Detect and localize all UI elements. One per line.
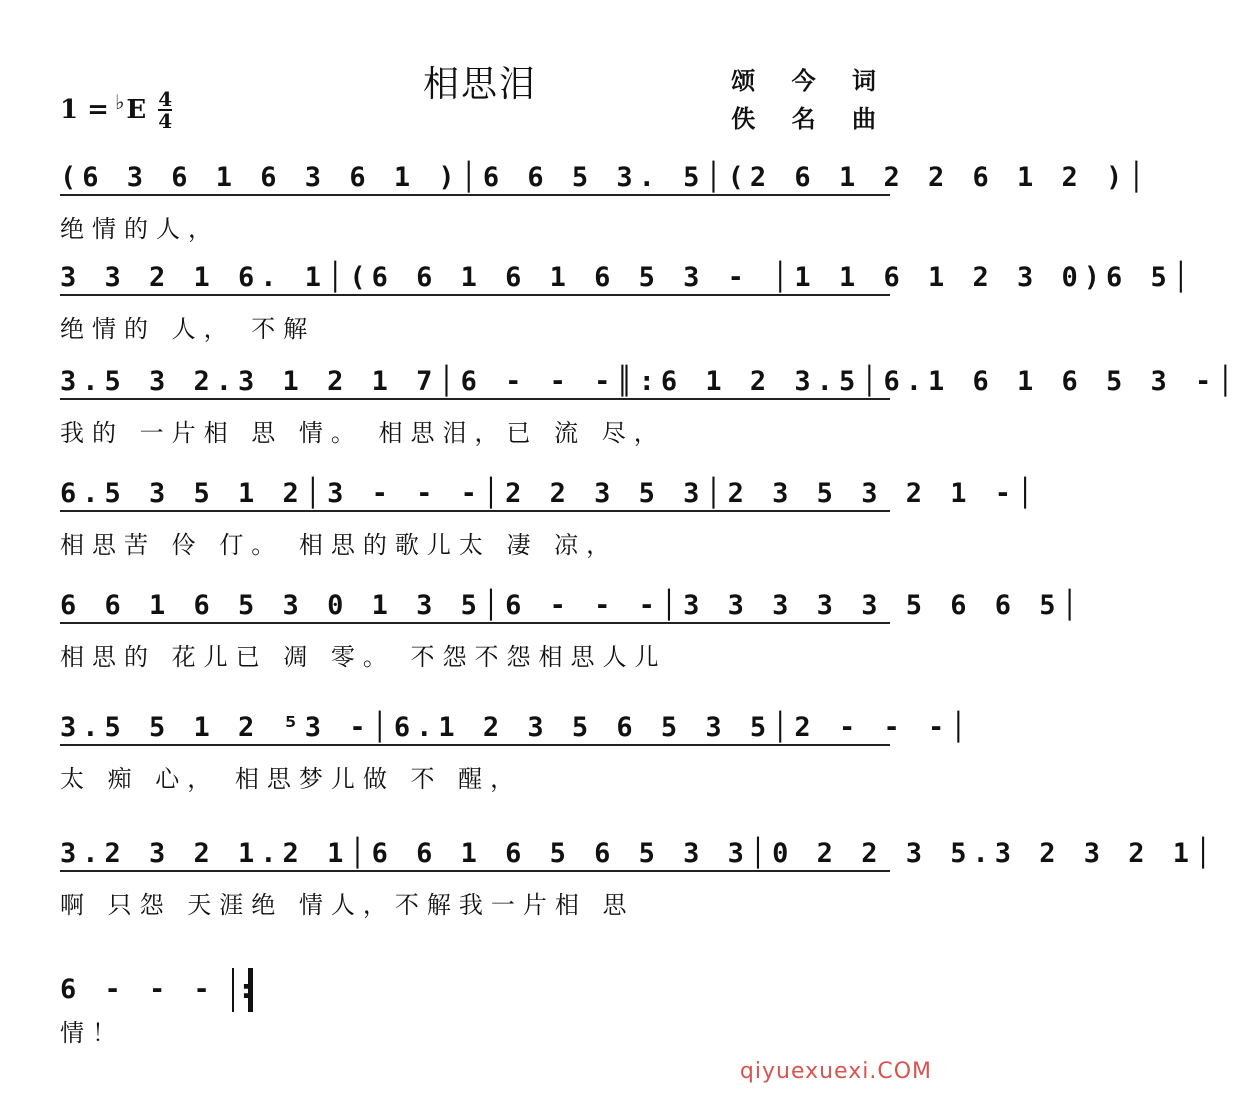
staff-lyrics: 绝情的人， bbox=[60, 215, 220, 243]
time-sig-bottom: 4 bbox=[158, 109, 173, 133]
final-barline bbox=[232, 968, 253, 1012]
staff-lyrics: 相思苦 伶 仃。 相思的歌儿太 凄 凉， bbox=[60, 531, 619, 559]
staff-notes: 3.5 5 1 2 ⁵3 -│6.1 2 3 5 6 5 3 5│2 - - -│ bbox=[60, 712, 973, 743]
staff-lyrics: 情！ bbox=[60, 1019, 124, 1047]
time-signature bbox=[158, 87, 173, 133]
staff-notes: 3.5 3 2.3 1 2 1 7│6 - - -║:6 1 2 3.5│6.1 6 1 6 5 3 -│ bbox=[60, 366, 1240, 397]
staff-6 bbox=[60, 708, 973, 798]
key-signature bbox=[60, 87, 173, 133]
staff-notes: 3.2 3 2 1.2 1│6 6 1 6 5 6 5 3 3│0 2 2 3 5.3 2 3 2 1│ bbox=[60, 838, 1218, 869]
staff-notes: 6 - - - : bbox=[60, 974, 261, 1005]
watermark: qiyuexuexi.COM bbox=[739, 1059, 932, 1084]
staff-7 bbox=[60, 834, 1218, 924]
staff-notes: (6 3 6 1 6 3 6 1 )│6 6 5 3. 5│(2 6 1 2 2 6 1 2 )│ bbox=[60, 162, 1151, 193]
staff-lyrics: 太 痴 心， 相思梦儿做 不 醒， bbox=[60, 765, 523, 793]
staff-notes: 6 6 1 6 5 3 0 1 3 5│6 - - -│3 3 3 3 3 5 6 6 5│ bbox=[60, 590, 1084, 621]
staff-notes: 6.5 3 5 1 2│3 - - -│2 2 3 5 3│2 3 5 3 2 1 -│ bbox=[60, 478, 1040, 509]
staff-5 bbox=[60, 586, 1084, 676]
time-sig-top: 4 bbox=[158, 87, 173, 111]
staff-8 bbox=[60, 970, 890, 1052]
staff-notes: 3 3 2 1 6. 1│(6 6 1 6 1 6 5 3 - │1 1 6 1 2 3 0)6 5│ bbox=[60, 262, 1196, 293]
staff-lyrics: 相思的 花儿已 凋 零。 不怨不怨相思人儿 bbox=[60, 643, 667, 671]
staff-4 bbox=[60, 474, 1040, 564]
staff-2 bbox=[60, 258, 1196, 348]
key-prefix: 1 = bbox=[60, 95, 109, 125]
staff-3 bbox=[60, 362, 1240, 452]
staff-lyrics: 我的 一片相 思 情。 相思泪，已 流 尽， bbox=[60, 419, 666, 447]
staff-lyrics: 绝情的 人， 不解 bbox=[60, 315, 316, 343]
staff-lyrics: 啊 只怨 天涯绝 情人，不解我一片相 思 bbox=[60, 891, 635, 919]
credits bbox=[731, 62, 890, 138]
song-title: 相思泪 bbox=[422, 64, 537, 105]
flat-symbol: ♭ bbox=[114, 90, 125, 114]
staff-1 bbox=[60, 158, 1151, 248]
key-note: E bbox=[126, 95, 147, 125]
composer-credit: 佚 名 曲 bbox=[731, 104, 890, 133]
lyricist-credit: 颂 今 词 bbox=[731, 66, 890, 95]
